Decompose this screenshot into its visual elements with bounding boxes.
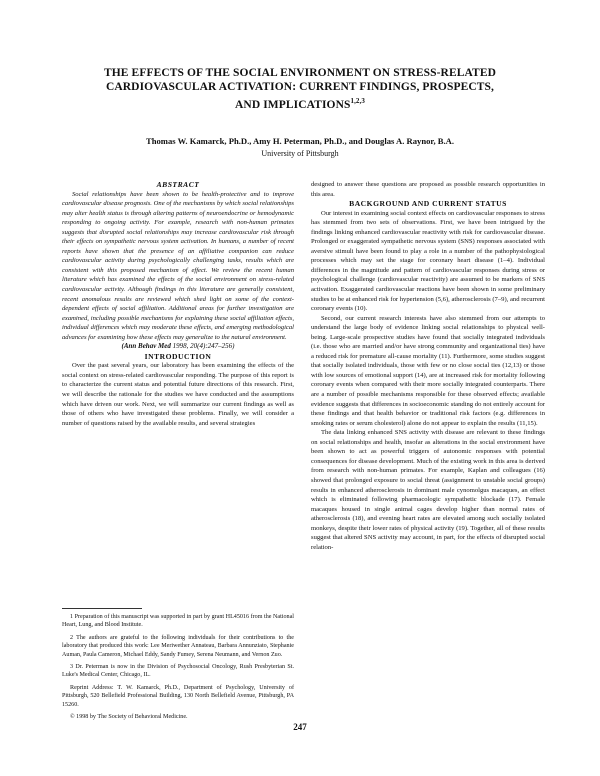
- title-footnote-marks: 1,2,3: [350, 97, 365, 105]
- abstract-section: [62, 180, 294, 352]
- footnote-2: 2 The authors are grateful to the following individuals for their contributions to the laboratory that produced this work: Lee Meriwether Annateau, Barbara Annunziato, Stephanie Auman, Paula Cameron, Michael Eddy, Sandy Fumey, Serena Neumann, and Vernon Zuo.: [62, 634, 294, 658]
- introduction-text: Over the past several years, our laboratory has been examining the effects of the social context on stress-related cardiovascular responding. The purpose of this report is to characterize the current status and potential future directions of this research. First, we will describe the rationale for the studies we have conducted and the assumptions which have driven our work. Next, we will summarize our current findings as well as those of others who have investigated these problems. Finally, we will consider a number of questions raised by the available results, and several strategies: [62, 362, 294, 427]
- page-number: 247: [293, 722, 307, 732]
- citation: [62, 342, 294, 352]
- introduction-heading: INTRODUCTION: [144, 351, 212, 361]
- copyright: © 1998 by The Society of Behavioral Medicine.: [70, 714, 188, 721]
- abstract-heading: ABSTRACT: [156, 180, 200, 189]
- footnote-1: 1 Preparation of this manuscript was supported in part by grant HL45016 from the National Heart, Lung, and Blood Institute.: [62, 614, 294, 629]
- title-line-1: THE EFFECTS OF THE SOCIAL ENVIRONMENT ON STRESS-RELATED: [103, 67, 496, 79]
- affiliation: University of Pittsburgh: [261, 149, 339, 158]
- footnote-rule: [62, 608, 142, 609]
- right-column: [311, 180, 545, 552]
- article-title: [80, 66, 520, 112]
- title-line-3-text: AND IMPLICATIONS: [235, 98, 351, 111]
- footnote-3: 3 Dr. Peterman is now in the Division of Psychosocial Oncology, Rush Presbyterian St. Luke's Medical Center, Chicago, IL.: [62, 664, 294, 679]
- author-list: Thomas W. Kamarck, Ph.D., Amy H. Peterman, Ph.D., and Douglas A. Raynor, B.A.: [146, 136, 454, 146]
- citation-journal: (Ann Behav Med: [121, 342, 171, 351]
- citation-details: 1998, 20(4):247–256): [172, 342, 235, 351]
- left-column: [62, 180, 294, 428]
- background-heading: BACKGROUND AND CURRENT STATUS: [349, 199, 507, 209]
- abstract-text: Social relationships have been shown to be health-protective and to improve cardiovascular disease prognosis. One of the mechanisms by which social relationships may alter health status is through altering patterns of neuroendocrine or hemodynamic responding to ongoing activity. For example, research with non-human primates suggests that disrupted social relationships may increase cardiovascular risk through their effects on sympathetic nervous system activation. In humans, a number of recent reports have shown that the presence of an affiliative companion can reduce cardiovascular activity during psychologically challenging tasks, results which are consistent with this proposed mechanism of effect. We review the recent human literature which has examined the effects of the social environment on stress-related cardiovascular activity. Although findings in this literature are generally consistent, recent anomalous results are reviewed which shed light on some of the context-dependent effects of social affiliation. Additional areas for further investigation are examined, including possible mechanisms for explaining these social affiliation effects, individual differences which may moderate these effects, and emerging methodological advances for examining how these effects may generalize to the natural environment.: [62, 190, 294, 341]
- background-paragraph-2: Second, our current research interests have also stemmed from our attempts to understand the large body of evidence linking social relationships to physical well-being. Large-scale prospective studies have found that socially integrated individuals (i.e. those who are married and/or have strong community and organizational ties) have a reduced risk for premature all-cause mortality (11). Furthermore, some studies suggest that socially isolated individuals, those with few or no close social ties (12,13) or those with low sources of emotional support (14), are at increased risk for mortality following coronary events when compared with their more socially integrated counterparts. There are a number of possible mechanisms responsible for these observed effects; available evidence suggests that differences in socioeconomic standing do not entirely account for these findings and that health behavior or traditional risk factors (e.g. differences in smoking rates or serum cholesterol) alone do not appear to explain the results (11,15).: [311, 314, 545, 427]
- intro-continuation: designed to answer these questions are proposed as possible research opportunities in this area.: [311, 181, 545, 198]
- title-line-3: [80, 94, 520, 112]
- background-paragraph-3: The data linking enhanced SNS activity with disease are relevant to these findings on social relationships and health, insofar as alterations in the social environment have been shown to act as powerful triggers of autonomic responses with potential consequences for disease development. Much of the existing work in this area is derived from research with non-human primates. For example, Kaplan and colleagues (16) showed that prolonged exposure to social threat (assignment to unstable social groups) results in enhanced atherosclerosis in dominant male cynomolgus macaques, an effect which is eliminated following pharmacologic sympathetic blockade (17). Female macaques housed in single animal cages develop higher than normal rates of atherosclerosis (18), and evening heart rates are elevated among such socially isolated monkeys, despite their lower rates of physical activity (19). Together, all of these results suggest that altered SNS activity may account, in part, for the effects of disrupted social relation-: [311, 429, 545, 551]
- background-paragraph-1: Our interest in examining social context effects on cardiovascular responses to stress has stemmed from two sets of observations. First, we have been intrigued by the findings linking enhanced cardiovascular reactivity with risk for cardiovascular disease. Prolonged or exaggerated sympathetic nervous system (SNS) responses associated with aversive stimuli have been found to play a role in a number of the pathophysiological processes which may set the stage for coronary heart disease (1–4). Individual differences in the magnitude and pattern of cardiovascular responses during stress or psychological challenge (cardiovascular reactivity) are assumed to be markers of SNS activation. Exaggerated cardiovascular reactions have been shown in some preliminary studies to be at enhanced risk for hypertension (5,6), atherosclerosis (7–9), and recurrent coronary events (10).: [311, 209, 545, 313]
- footnotes: [62, 608, 294, 725]
- title-line-2: CARDIOVASCULAR ACTIVATION: CURRENT FINDINGS, PROSPECTS,: [105, 81, 495, 93]
- reprint-address: Reprint Address: T. W. Kamarck, Ph.D., Department of Psychology, University of Pittsburgh, 520 Bellefield Professional Building, 130 North Bellefield Avenue, Pittsburgh, PA 15260.: [62, 684, 294, 708]
